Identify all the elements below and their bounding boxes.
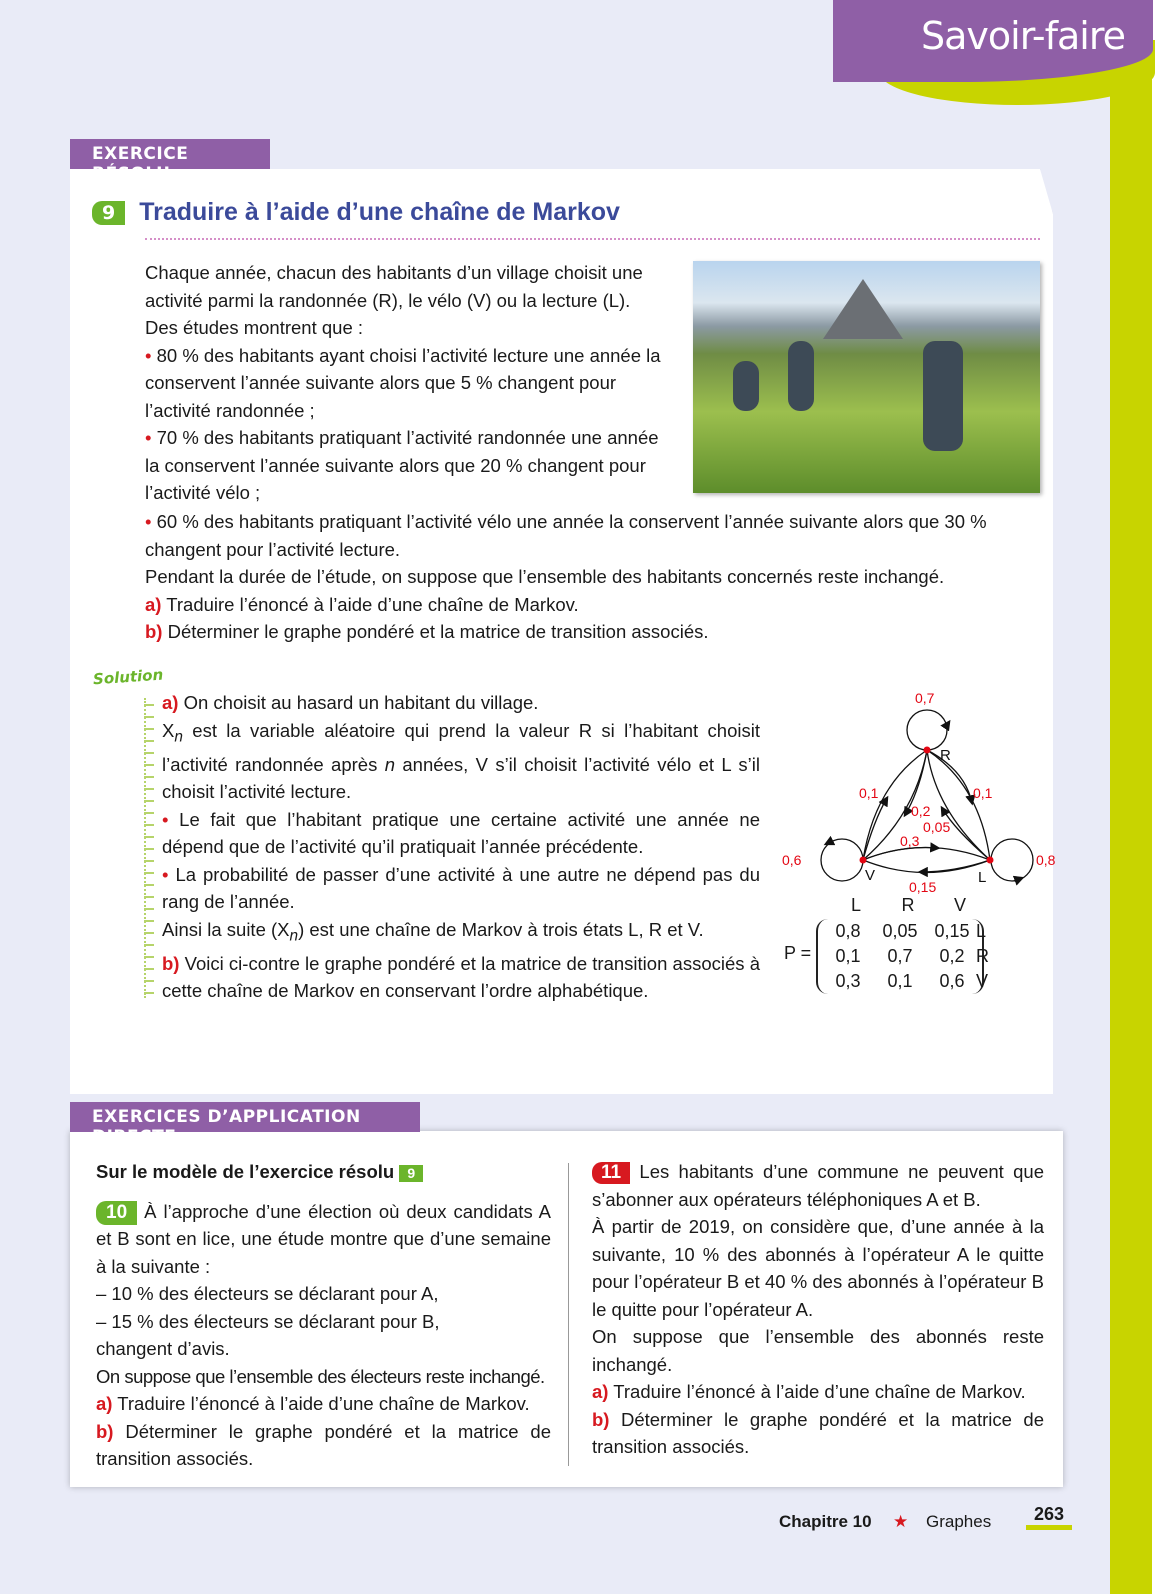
intro: Chaque année, chacun des habitants d’un village choisit une activité parmi la randonnée (R), le vélo (V) ou la lecture (L).	[145, 262, 643, 311]
cell: 0,1	[887, 971, 913, 991]
text: Déterminer le graphe pondéré et la matrice de transition associés.	[96, 1420, 551, 1469]
exercise-heading: Traduire à l’aide d’une chaîne de Markov	[139, 198, 620, 226]
edge-R-L	[927, 750, 990, 860]
bullet-2	[145, 424, 675, 507]
exercise-10	[96, 1158, 551, 1473]
row-label: V	[976, 971, 989, 991]
matrix-body	[816, 919, 984, 994]
text: Le fait que l’habitant pratique une certaine activité une année ne dépend que de l’activité qu’il pratiquait l’année précédente.	[162, 808, 760, 858]
weight-RR: 0,7	[915, 690, 935, 706]
weight-VL: 0,3	[900, 833, 920, 849]
n: n	[384, 753, 395, 775]
exercise-11	[592, 1158, 1044, 1461]
footer-chapter: Chapitre 10	[779, 1512, 872, 1531]
bullet-icon: •	[162, 863, 169, 885]
cell: 0,1	[835, 946, 861, 966]
sol-conclusion	[162, 916, 760, 950]
page-number: 263	[1026, 1504, 1072, 1530]
weight-LR: 0,05	[923, 819, 951, 835]
text: 60 % des habitants pratiquant l’activité vélo une année la conservent l’année suivante alors que 30 % changent pour l’activité lecture.	[145, 511, 987, 560]
solution-text	[162, 689, 760, 1005]
label: b)	[145, 621, 163, 642]
cell: 0,05	[882, 921, 918, 941]
loop-R	[907, 710, 947, 750]
resolved-tab: EXERCICE RÉSOLU	[70, 139, 270, 169]
weight-VR: 0,1	[859, 785, 879, 801]
node-V	[860, 857, 867, 864]
side-strip	[1110, 0, 1152, 1594]
exercise-title	[92, 198, 620, 227]
ex10-line: – 10 % des électeurs se déclarant pour A,	[96, 1283, 439, 1304]
text: 70 % des habitants pratiquant l’activité randonnée une année la conservent l’année suivante alors que 20 % changent pour l’activité vélo ;	[145, 427, 659, 503]
row-label: L	[976, 921, 987, 941]
node-label-R: R	[940, 747, 951, 764]
solution-label: Solution	[92, 665, 164, 689]
text: Déterminer le graphe pondéré et la matrice de transition associés.	[592, 1408, 1044, 1457]
footer-topic: Graphes	[926, 1512, 992, 1531]
model-label: Sur le modèle de l’exercice résolu	[96, 1161, 395, 1182]
cell: 0,6	[939, 971, 965, 991]
n: n	[174, 728, 183, 746]
text: est la variable aléatoire qui prend la valeur R si l’habitant choisit l’activité randonnée après	[162, 719, 760, 775]
col-label: V	[953, 895, 966, 915]
markov-graph	[770, 670, 1056, 900]
text: Déterminer le graphe pondéré et la matrice de transition associés.	[162, 621, 709, 642]
bullet-3	[145, 508, 1045, 563]
ex10-line: On suppose que l’ensemble des électeurs reste inchangé.	[96, 1365, 545, 1387]
col-label: R	[901, 895, 915, 915]
sol-point-1	[162, 806, 760, 861]
matrix-row	[822, 969, 978, 994]
row-label: R	[976, 946, 989, 966]
text: Les habitants d’une commune ne peuvent que s’abonner aux opérateurs téléphoniques A et B.	[592, 1161, 1044, 1210]
application-tab: EXERCICES D’APPLICATION DIRECTE	[70, 1102, 420, 1132]
matrix-name: P =	[784, 943, 812, 963]
node-label-L: L	[978, 869, 987, 886]
node-label-V: V	[865, 867, 876, 884]
cell: 0,8	[835, 921, 861, 941]
node-R	[924, 747, 931, 754]
intro-2: Des études montrent que :	[145, 317, 364, 338]
bullet-icon: •	[145, 511, 152, 532]
star-icon: ★	[893, 1512, 909, 1531]
ex10-intro	[96, 1198, 551, 1281]
label: a)	[145, 593, 162, 615]
n: n	[289, 927, 299, 945]
ex10-line: changent d’avis.	[96, 1338, 230, 1359]
question-a	[145, 591, 1045, 619]
ex11-line: On suppose que l’ensemble des abonnés reste inchangé.	[592, 1326, 1044, 1375]
cell: 0,15	[934, 921, 970, 941]
label: a)	[162, 692, 179, 713]
divider	[145, 238, 1040, 240]
assumption: Pendant la durée de l’étude, on suppose que l’ensemble des habitants concernés reste inchangé.	[145, 566, 945, 587]
statement-bottom	[145, 508, 1045, 646]
text: Traduire l’énoncé à l’aide d’une chaîne de Markov.	[161, 593, 579, 615]
sol-point-2	[162, 861, 760, 916]
ex10-a	[96, 1390, 551, 1418]
loop-V	[821, 839, 863, 881]
edge-L-R	[927, 750, 990, 860]
matrix-row	[822, 944, 978, 969]
bullet-1	[145, 342, 675, 425]
bullet-icon: •	[145, 344, 152, 366]
ex11-intro	[592, 1158, 1044, 1213]
bullet-icon: •	[162, 808, 169, 830]
label: b)	[96, 1420, 114, 1442]
col-label: L	[850, 895, 861, 915]
label: b)	[592, 1408, 610, 1430]
weight-VV: 0,6	[782, 852, 802, 868]
ex10-b	[96, 1418, 551, 1473]
matrix-row	[822, 919, 978, 944]
sol-variable	[162, 717, 760, 806]
exercise-number: 9	[92, 201, 125, 225]
weight-LL: 0,8	[1036, 852, 1056, 868]
transition-matrix	[784, 895, 989, 991]
ex11-line: À partir de 2019, on considère que, d’une année à la suivante, 10 % des abonnés à l’opérateur A le quitte pour l’opérateur B et 40 % des abonnés à l’opérateur B le quitte pour l’opérateur A.	[592, 1216, 1044, 1320]
text: Voici ci-contre le graphe pondéré et la matrice de transition associés à cette chaîne de Markov en conservant l’ordre alphabétique.	[162, 952, 760, 1002]
ex11-b	[592, 1406, 1044, 1461]
label: a)	[592, 1381, 609, 1402]
weight-RV: 0,2	[911, 803, 931, 819]
text: ) est une chaîne de Markov à trois états L, R et V.	[298, 918, 704, 940]
cell: 0,2	[939, 946, 965, 966]
text: On choisit au hasard un habitant du village.	[178, 692, 539, 713]
cell: 0,7	[887, 946, 913, 966]
text: La probabilité de passer d’une activité à une autre ne dépend pas du rang de l’année.	[162, 863, 760, 913]
text: À l’approche d’une élection où deux candidats A et B sont en lice, une étude montre que d’une semaine à la suivante :	[96, 1200, 551, 1277]
cell: 0,3	[835, 971, 861, 991]
weight-RL: 0,1	[973, 785, 993, 801]
text: années, V s’il choisit l’activité vélo et L s’il choisit l’activité lecture.	[162, 753, 760, 803]
statement-top	[145, 259, 675, 507]
text: Ainsi la suite (X	[162, 918, 290, 940]
weight-LV: 0,15	[909, 879, 937, 895]
hikers-photo	[693, 261, 1040, 493]
matrix-row-labels	[976, 919, 989, 994]
bullet-icon: •	[145, 427, 152, 448]
column-divider	[568, 1163, 569, 1466]
model-number: 9	[399, 1165, 423, 1182]
ex11-a	[592, 1378, 1044, 1406]
exercise-number: 10	[96, 1201, 137, 1225]
text: Traduire l’énoncé à l’aide d’une chaîne de Markov.	[112, 1393, 530, 1414]
exercise-number: 11	[592, 1162, 630, 1184]
loop-L	[991, 839, 1033, 881]
sol-a	[162, 689, 760, 717]
question-b	[145, 618, 1045, 646]
text: Traduire l’énoncé à l’aide d’une chaîne de Markov.	[608, 1381, 1026, 1402]
label: a)	[96, 1393, 113, 1414]
node-L	[987, 857, 994, 864]
solution-bar	[144, 698, 154, 998]
text: 80 % des habitants ayant choisi l’activité lecture une année la conservent l’année suivante alors que 5 % changent pour l’activité randonnée ;	[145, 344, 661, 421]
matrix-col-labels	[830, 895, 986, 916]
section-header: Savoir-faire	[833, 0, 1153, 82]
x: X	[162, 719, 175, 741]
ex10-line: – 15 % des électeurs se déclarant pour B,	[96, 1310, 440, 1332]
sol-b	[162, 950, 760, 1005]
label: b)	[162, 952, 180, 974]
